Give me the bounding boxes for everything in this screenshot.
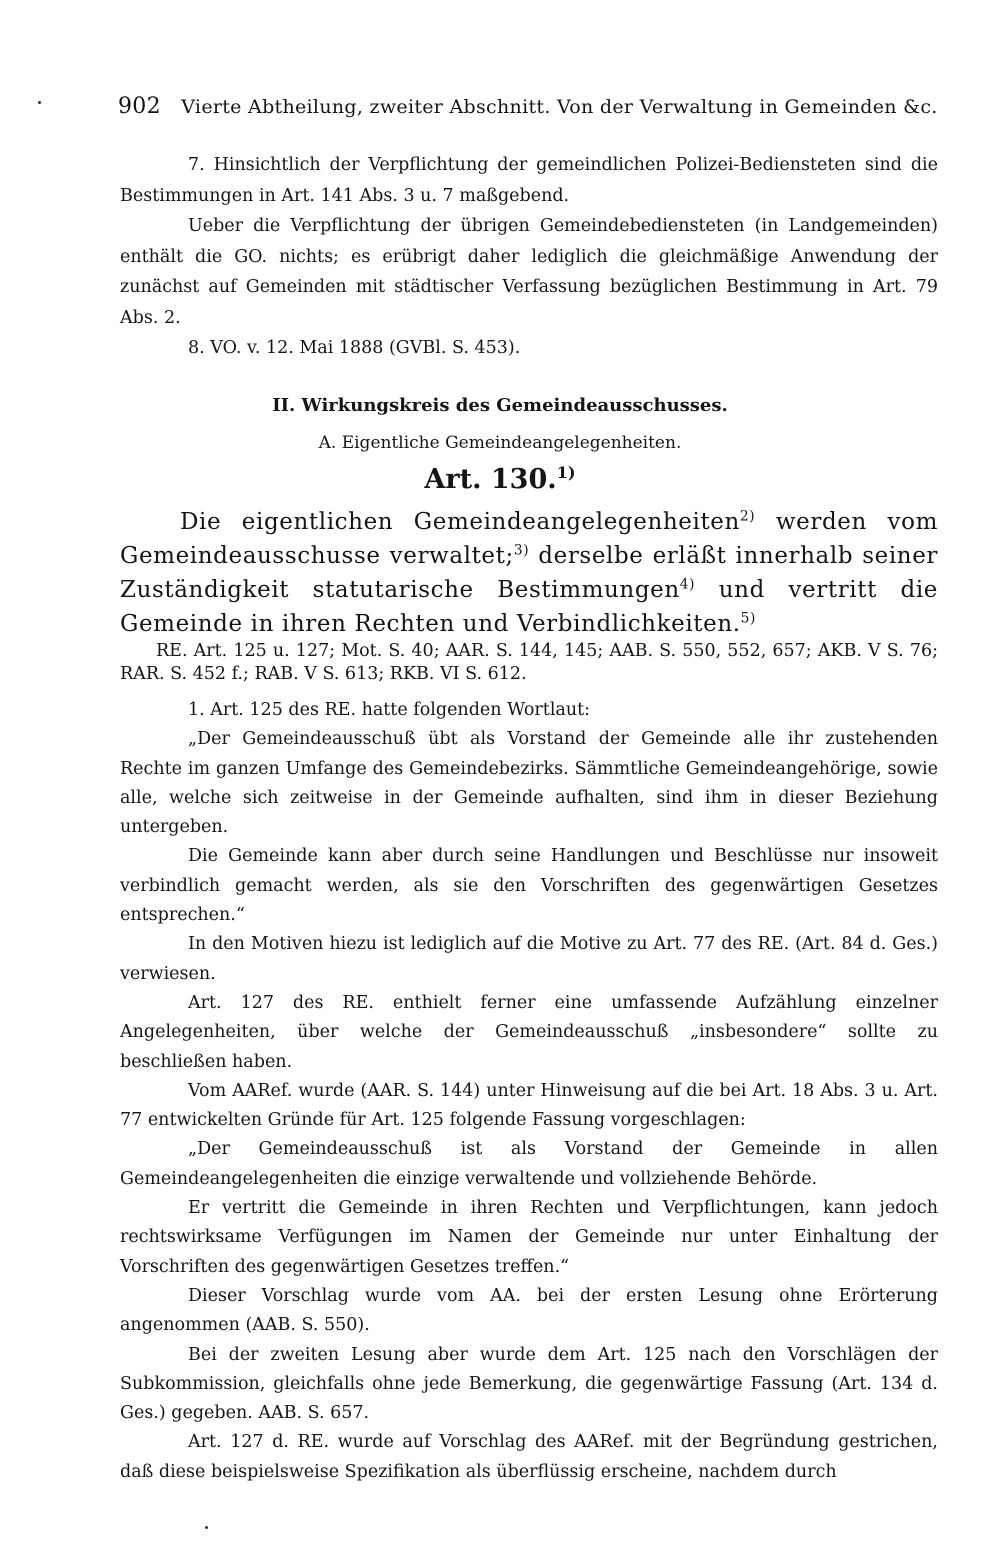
- footnote-ref: 3): [513, 542, 530, 559]
- section-heading: II. Wirkungskreis des Gemeindeausschusses.: [272, 395, 728, 416]
- running-header: [118, 94, 938, 119]
- scan-speck: [205, 1526, 208, 1529]
- article-text: [120, 505, 938, 641]
- note-paragraph: Art. 127 d. RE. wurde auf Vorschlag des AARef. mit der Begründung gestrichen, daß diese beispielsweise Spezifikation als überflüssig erscheine, nachdem durch: [120, 1432, 938, 1482]
- note-paragraph: 7. Hinsichtlich der Verpflichtung der gemeindlichen Polizei-Bediensteten sind die Bestimmungen in Art. 141 Abs. 3 u. 7 maßgebend.: [120, 155, 938, 206]
- note-paragraph: 8. VO. v. 12. Mai 1888 (GVBl. S. 453).: [188, 338, 521, 358]
- top-notes: [120, 150, 938, 364]
- article-title: [0, 464, 1000, 495]
- footnote-ref: 5): [740, 610, 757, 627]
- article-text-run: derselbe erläßt innerhalb seiner Zuständigkeit statutarische Bestimmungen: [120, 543, 938, 603]
- note-paragraph: „Der Gemeindeausschuß übt als Vorstand der Gemeinde alle ihr zustehenden Rechte im ganzen Umfange des Gemeindebezirks. Sämmtliche Gemeindeangehörige, sowie alle, welche sich zeitweise in der Gemeinde aufhalten, sind ihm in dieser Beziehung untergeben.: [120, 729, 938, 838]
- footnote-ref: 4): [679, 576, 696, 593]
- article-text-run: werden vom Gemeindeausschusse verwaltet;: [120, 509, 938, 569]
- note-paragraph: Art. 127 des RE. enthielt ferner eine umfassende Aufzählung einzelner Angelegenheiten, über welche der Gemeindeausschuß „insbesondere“ sollte zu beschließen haben.: [120, 992, 938, 1072]
- note-paragraph: In den Motiven hiezu ist lediglich auf die Motive zu Art. 77 des RE. (Art. 84 d. Ges.) verwiesen.: [120, 934, 938, 984]
- running-title: Vierte Abtheilung, zweiter Abschnitt. Von der Verwaltung in Gemeinden &c.: [181, 96, 938, 118]
- note-paragraph: Bei der zweiten Lesung aber wurde dem Art. 125 nach den Vorschlägen der Subkommission, gleichfalls ohne jede Bemerkung, die gegenwärtige Fassung (Art. 134 d. Ges.) gegeben. AAB. S. 657.: [120, 1344, 938, 1424]
- footnote-ref: 2): [739, 508, 756, 525]
- note-paragraph: Ueber die Verpflichtung der übrigen Gemeindebediensteten (in Landgemeinden) enthält die GO. nichts; es erübrigt daher lediglich die gleichmäßige Anwendung der zunächst auf Gemeinden mit städtischer Verfassung bezüglichen Bestimmung in Art. 79 Abs. 2.: [120, 216, 938, 328]
- note-paragraph: „Der Gemeindeausschuß ist als Vorstand der Gemeinde in allen Gemeindeangelegenheiten die einzige verwaltende und vollziehende Behörde.: [120, 1139, 938, 1189]
- article-text-run: Die eigentlichen Gemeindeangelegenheiten: [180, 509, 740, 535]
- note-paragraph: Er vertritt die Gemeinde in ihren Rechten und Verpflichtungen, kann jedoch rechtswirksame Verfügungen im Namen der Gemeinde nur unter Einhaltung der Vorschriften des gegenwärtigen Gesetzes treffen.“: [120, 1198, 938, 1277]
- scan-speck: [38, 101, 41, 104]
- references-line: RE. Art. 125 u. 127; Mot. S. 40; AAR. S. 144, 145; AAB. S. 550, 552, 657; AKB. V S. 76; RAR. S. 452 f.; RAB. V S. 613; RKB. VI S. 612.: [120, 641, 938, 684]
- page-number: 902: [118, 94, 161, 119]
- note-paragraph: Die Gemeinde kann aber durch seine Handlungen und Beschlüsse nur insoweit verbindlich gemacht werden, als sie den Vorschriften des gegenwärtigen Gesetzes entsprechen.“: [120, 846, 938, 926]
- article-footnote-ref: 1): [556, 463, 576, 482]
- note-paragraph: 1. Art. 125 des RE. hatte folgenden Wortlaut:: [188, 700, 591, 720]
- section-subheading: A. Eigentliche Gemeindeangelegenheiten.: [318, 433, 682, 453]
- note-paragraph: Dieser Vorschlag wurde vom AA. bei der ersten Lesung ohne Erörterung angenommen (AAB. S. 550).: [120, 1285, 938, 1336]
- article-title-text: Art. 130.: [424, 464, 557, 495]
- note-paragraph: Vom AARef. wurde (AAR. S. 144) unter Hinweisung auf die bei Art. 18 Abs. 3 u. Art. 77 entwickelten Gründe für Art. 125 folgende Fassung vorgeschlagen:: [120, 1080, 938, 1131]
- commentary-notes: [120, 696, 938, 1487]
- article-text-run: und vertritt die Gemeinde in ihren Rechten und Verbindlichkeiten.: [120, 577, 938, 637]
